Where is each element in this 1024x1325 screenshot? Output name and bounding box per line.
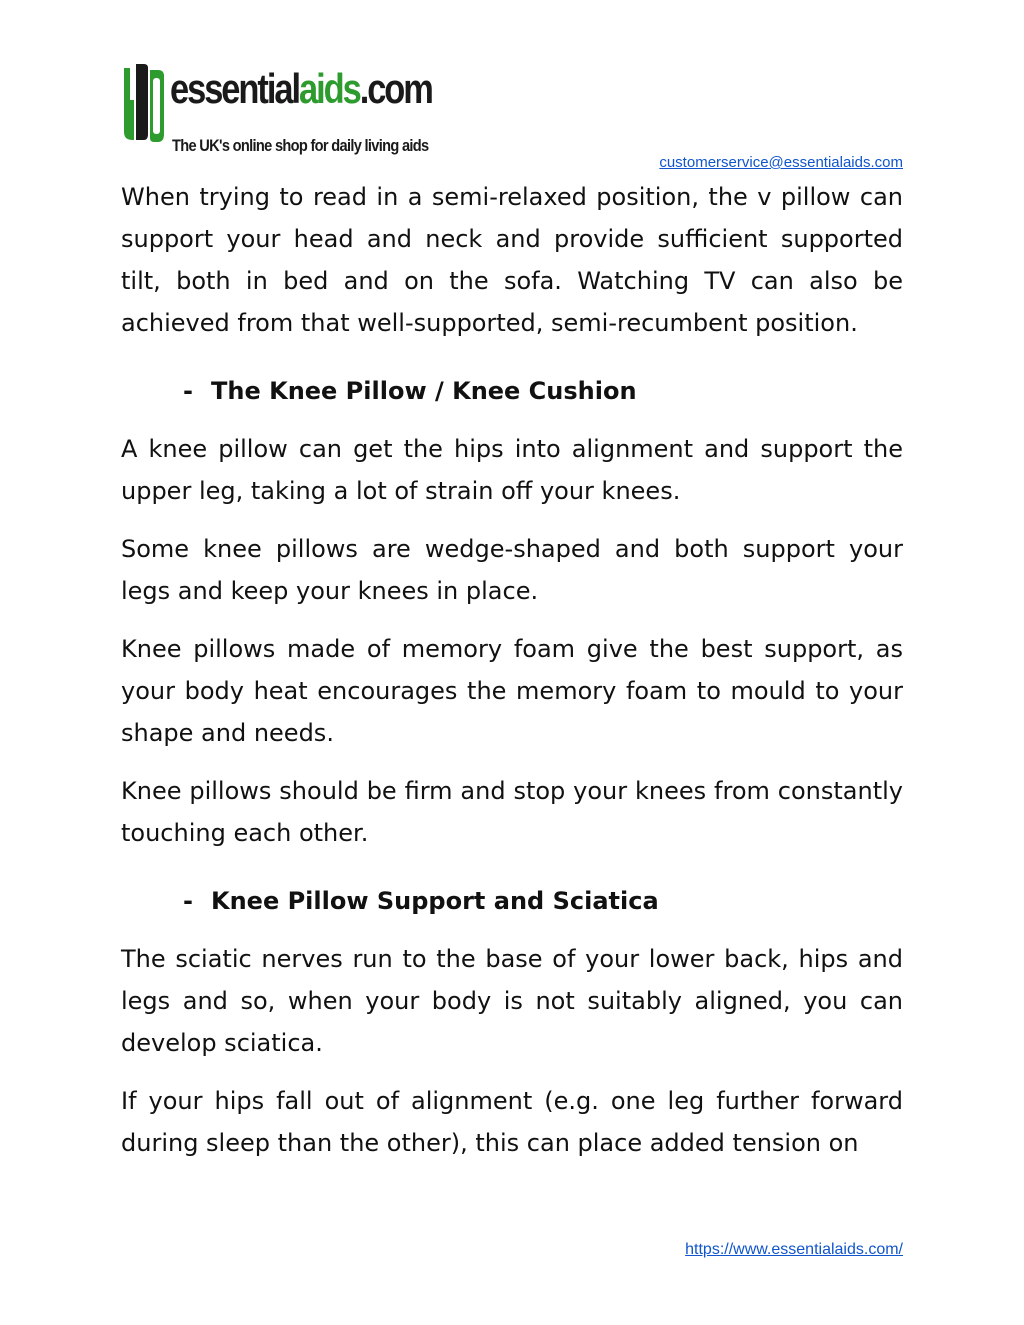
logo-tagline: The UK's online shop for daily living aids [172,136,429,155]
section-heading-text: Knee Pillow Support and Sciatica [211,887,659,915]
intro-paragraph: When trying to read in a semi-relaxed position, the v pillow can support your head and neck and provide sufficient supported tilt, both in bed and on the sofa. Watching TV can also be achieved from that well-supported, semi-recumbent position. [121,183,903,337]
paragraph: Knee pillows should be firm and stop your knees from constantly touching each other. [121,777,903,847]
essentialaids-logo-icon [120,60,166,144]
section-heading-sciatica [121,880,903,922]
paragraph: A knee pillow can get the hips into alignment and support the upper leg, taking a lot of strain off your knees. [121,435,903,505]
customer-service-email-link[interactable]: customerservice@essentialaids.com [659,154,903,171]
paragraph: Some knee pillows are wedge-shaped and both support your legs and keep your knees in place. [121,535,903,605]
section-heading-text: The Knee Pillow / Knee Cushion [211,377,637,405]
bullet-dash: - [183,377,193,405]
logo [120,60,432,170]
paragraph: Knee pillows made of memory foam give the best support, as your body heat encourages the memory foam to mould to your shape and needs. [121,635,903,747]
website-url-link[interactable]: https://www.essentialaids.com/ [685,1241,903,1258]
bullet-dash: - [183,887,193,915]
section-heading-knee-pillow [121,370,903,412]
paragraph: The sciatic nerves run to the base of your lower back, hips and legs and so, when your body is not suitably aligned, you can develop sciatica. [121,945,903,1057]
paragraph: If your hips fall out of alignment (e.g. one leg further forward during sleep than the other), this can place added tension on [121,1087,903,1157]
document-body [121,176,903,1180]
logo-wordmark: essentialaids.com [170,65,432,112]
